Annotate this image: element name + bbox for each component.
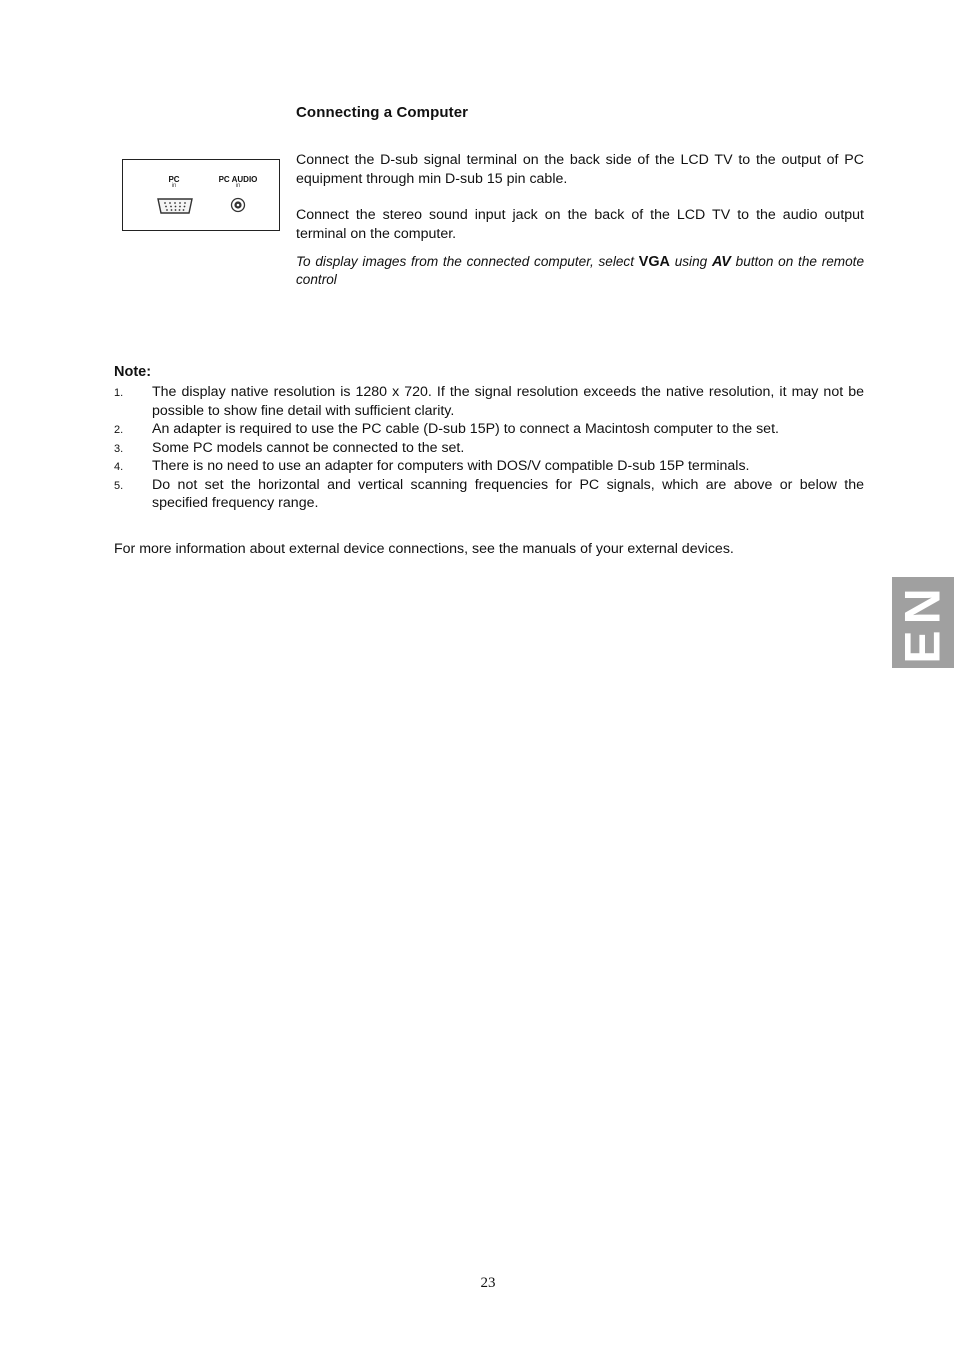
page-number: 23 xyxy=(480,1275,496,1291)
language-tab xyxy=(892,577,954,668)
language-tab-label: EN xyxy=(895,581,951,664)
vga-selection-tip: To display images from the connected computer, select VGA using AV button on the remote control xyxy=(296,254,865,287)
note-item: 1. The display native resolution is 1280 x 720. If the signal resolution exceeds the native resolution, it may not be possible to show fine detail with sufficient clarity. xyxy=(114,384,864,419)
connection-instructions-audio: Connect the stereo sound input jack on the back of the LCD TV to the audio output terminal on the computer. xyxy=(296,207,864,242)
pc-audio-port-label: PC AUDIO xyxy=(218,175,258,184)
connector-panel xyxy=(122,159,280,231)
note-item: 3. Some PC models cannot be connected to the set. xyxy=(114,439,465,456)
note-title: Note: xyxy=(114,364,152,380)
pc-port-label: PC xyxy=(168,175,180,184)
more-info-text: For more information about external device connections, see the manuals of your external devices. xyxy=(114,541,734,557)
pc-audio-port-sublabel: in xyxy=(235,183,241,189)
av-button-keyword: AV xyxy=(711,254,731,270)
note-item: 2. An adapter is required to use the PC cable (D-sub 15P) to connect a Macintosh computer to the set. xyxy=(114,421,779,437)
note-item: 5. Do not set the horizontal and vertical scanning frequencies for PC signals, which are above or below the specified frequency range. xyxy=(114,476,864,511)
note-item: 4. There is no need to use an adapter for computers with DOS/V compatible D-sub 15P terminals. xyxy=(114,458,750,474)
section-title: Connecting a Computer xyxy=(296,104,469,121)
pc-port-sublabel: in xyxy=(171,183,177,189)
note-list xyxy=(114,383,864,513)
vga-keyword: VGA xyxy=(638,254,670,270)
dsub-port-icon xyxy=(155,196,195,216)
connection-instructions-dsub: Connect the D-sub signal terminal on the back side of the LCD TV to the output of PC equipment through min D-sub 15 pin cable. xyxy=(296,152,864,187)
audio-jack-icon xyxy=(230,197,246,213)
